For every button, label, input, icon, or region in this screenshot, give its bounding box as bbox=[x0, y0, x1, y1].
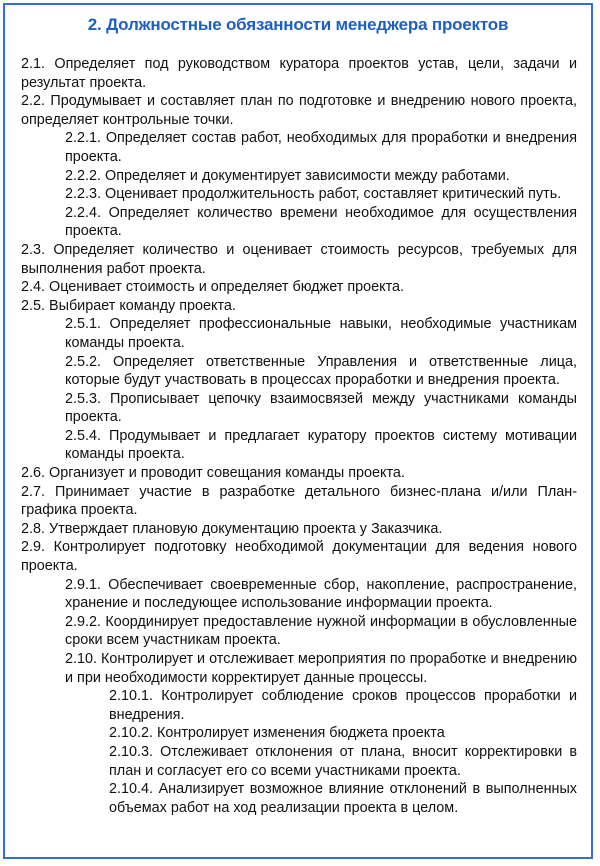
list-item: 2.9.1. Обеспечивает своевременные сбор, накопление, распространение, хранение и последующее использование информации проекта. bbox=[65, 576, 577, 612]
list-item: 2.7. Принимает участие в разработке детального бизнес-плана и/или План-графика проекта. bbox=[21, 483, 577, 519]
list-item: 2.5.4. Продумывает и предлагает куратору проектов систему мотивации команды проекта. bbox=[65, 427, 577, 463]
document-title: 2. Должностные обязанности менеджера проектов bbox=[87, 15, 509, 34]
list-item: 2.5. Выбирает команду проекта. bbox=[21, 297, 236, 314]
list-item: 2.5.1. Определяет профессиональные навыки, необходимые участникам команды проекта. bbox=[65, 316, 577, 351]
list-item: 2.9. Контролирует подготовку необходимой документации для ведения нового проекта. bbox=[21, 539, 577, 575]
list-item: 2.2. Продумывает и составляет план по подготовке и внедрению нового проекта, определяет контрольные точки. bbox=[21, 93, 577, 128]
list-item: 2.5.3. Прописывает цепочку взаимосвязей между участниками команды проекта. bbox=[65, 390, 577, 426]
list-item: 2.2.1. Определяет состав работ, необходимых для проработки и внедрения проекта. bbox=[65, 130, 577, 165]
list-item: 2.2.4. Определяет количество времени необходимое для осуществления проекта. bbox=[65, 204, 577, 240]
document-frame bbox=[3, 3, 593, 859]
list-item: 2.2.3. Оценивает продолжительность работ, составляет критический путь. bbox=[65, 186, 562, 203]
list-item: 2.5.2. Определяет ответственные Управления и ответственные лица, которые будут участвовать в процессах проработки и внедрения проекта. bbox=[65, 353, 577, 389]
list-item: 2.4. Оценивает стоимость и определяет бюджет проекта. bbox=[21, 279, 405, 296]
list-item: 2.8. Утверждает плановую документацию проекта у Заказчика. bbox=[21, 520, 443, 537]
list-item: 2.10.4. Анализирует возможное влияние отклонений в выполненных объемах работ на ход реализации проекта в целом. bbox=[109, 781, 577, 816]
list-item: 2.3. Определяет количество и оценивает стоимость ресурсов, требуемых для выполнения работ проекта. bbox=[21, 241, 577, 277]
list-item: 2.2.2. Определяет и документирует зависимости между работами. bbox=[65, 167, 510, 184]
list-item: 2.10.2. Контролирует изменения бюджета проекта bbox=[109, 725, 445, 742]
list-item: 2.10.1. Контролирует соблюдение сроков процессов проработки и внедрения. bbox=[109, 688, 577, 723]
list-item: 2.6. Организует и проводит совещания команды проекта. bbox=[21, 465, 405, 482]
list-item: 2.9.2. Координирует предоставление нужной информации в обусловленные сроки всем участникам проекта. bbox=[65, 613, 577, 649]
list-item: 2.10. Контролирует и отслеживает мероприятия по проработке и внедрению и при необходимости корректирует данные процессы. bbox=[65, 651, 577, 686]
duties-list bbox=[21, 55, 577, 817]
list-item: 2.1. Определяет под руководством куратора проектов устав, цели, задачи и результат проекта. bbox=[21, 56, 577, 91]
list-item: 2.10.3. Отслеживает отклонения от плана, вносит корректировки в план и согласует его со всеми участниками проекта. bbox=[109, 743, 577, 779]
